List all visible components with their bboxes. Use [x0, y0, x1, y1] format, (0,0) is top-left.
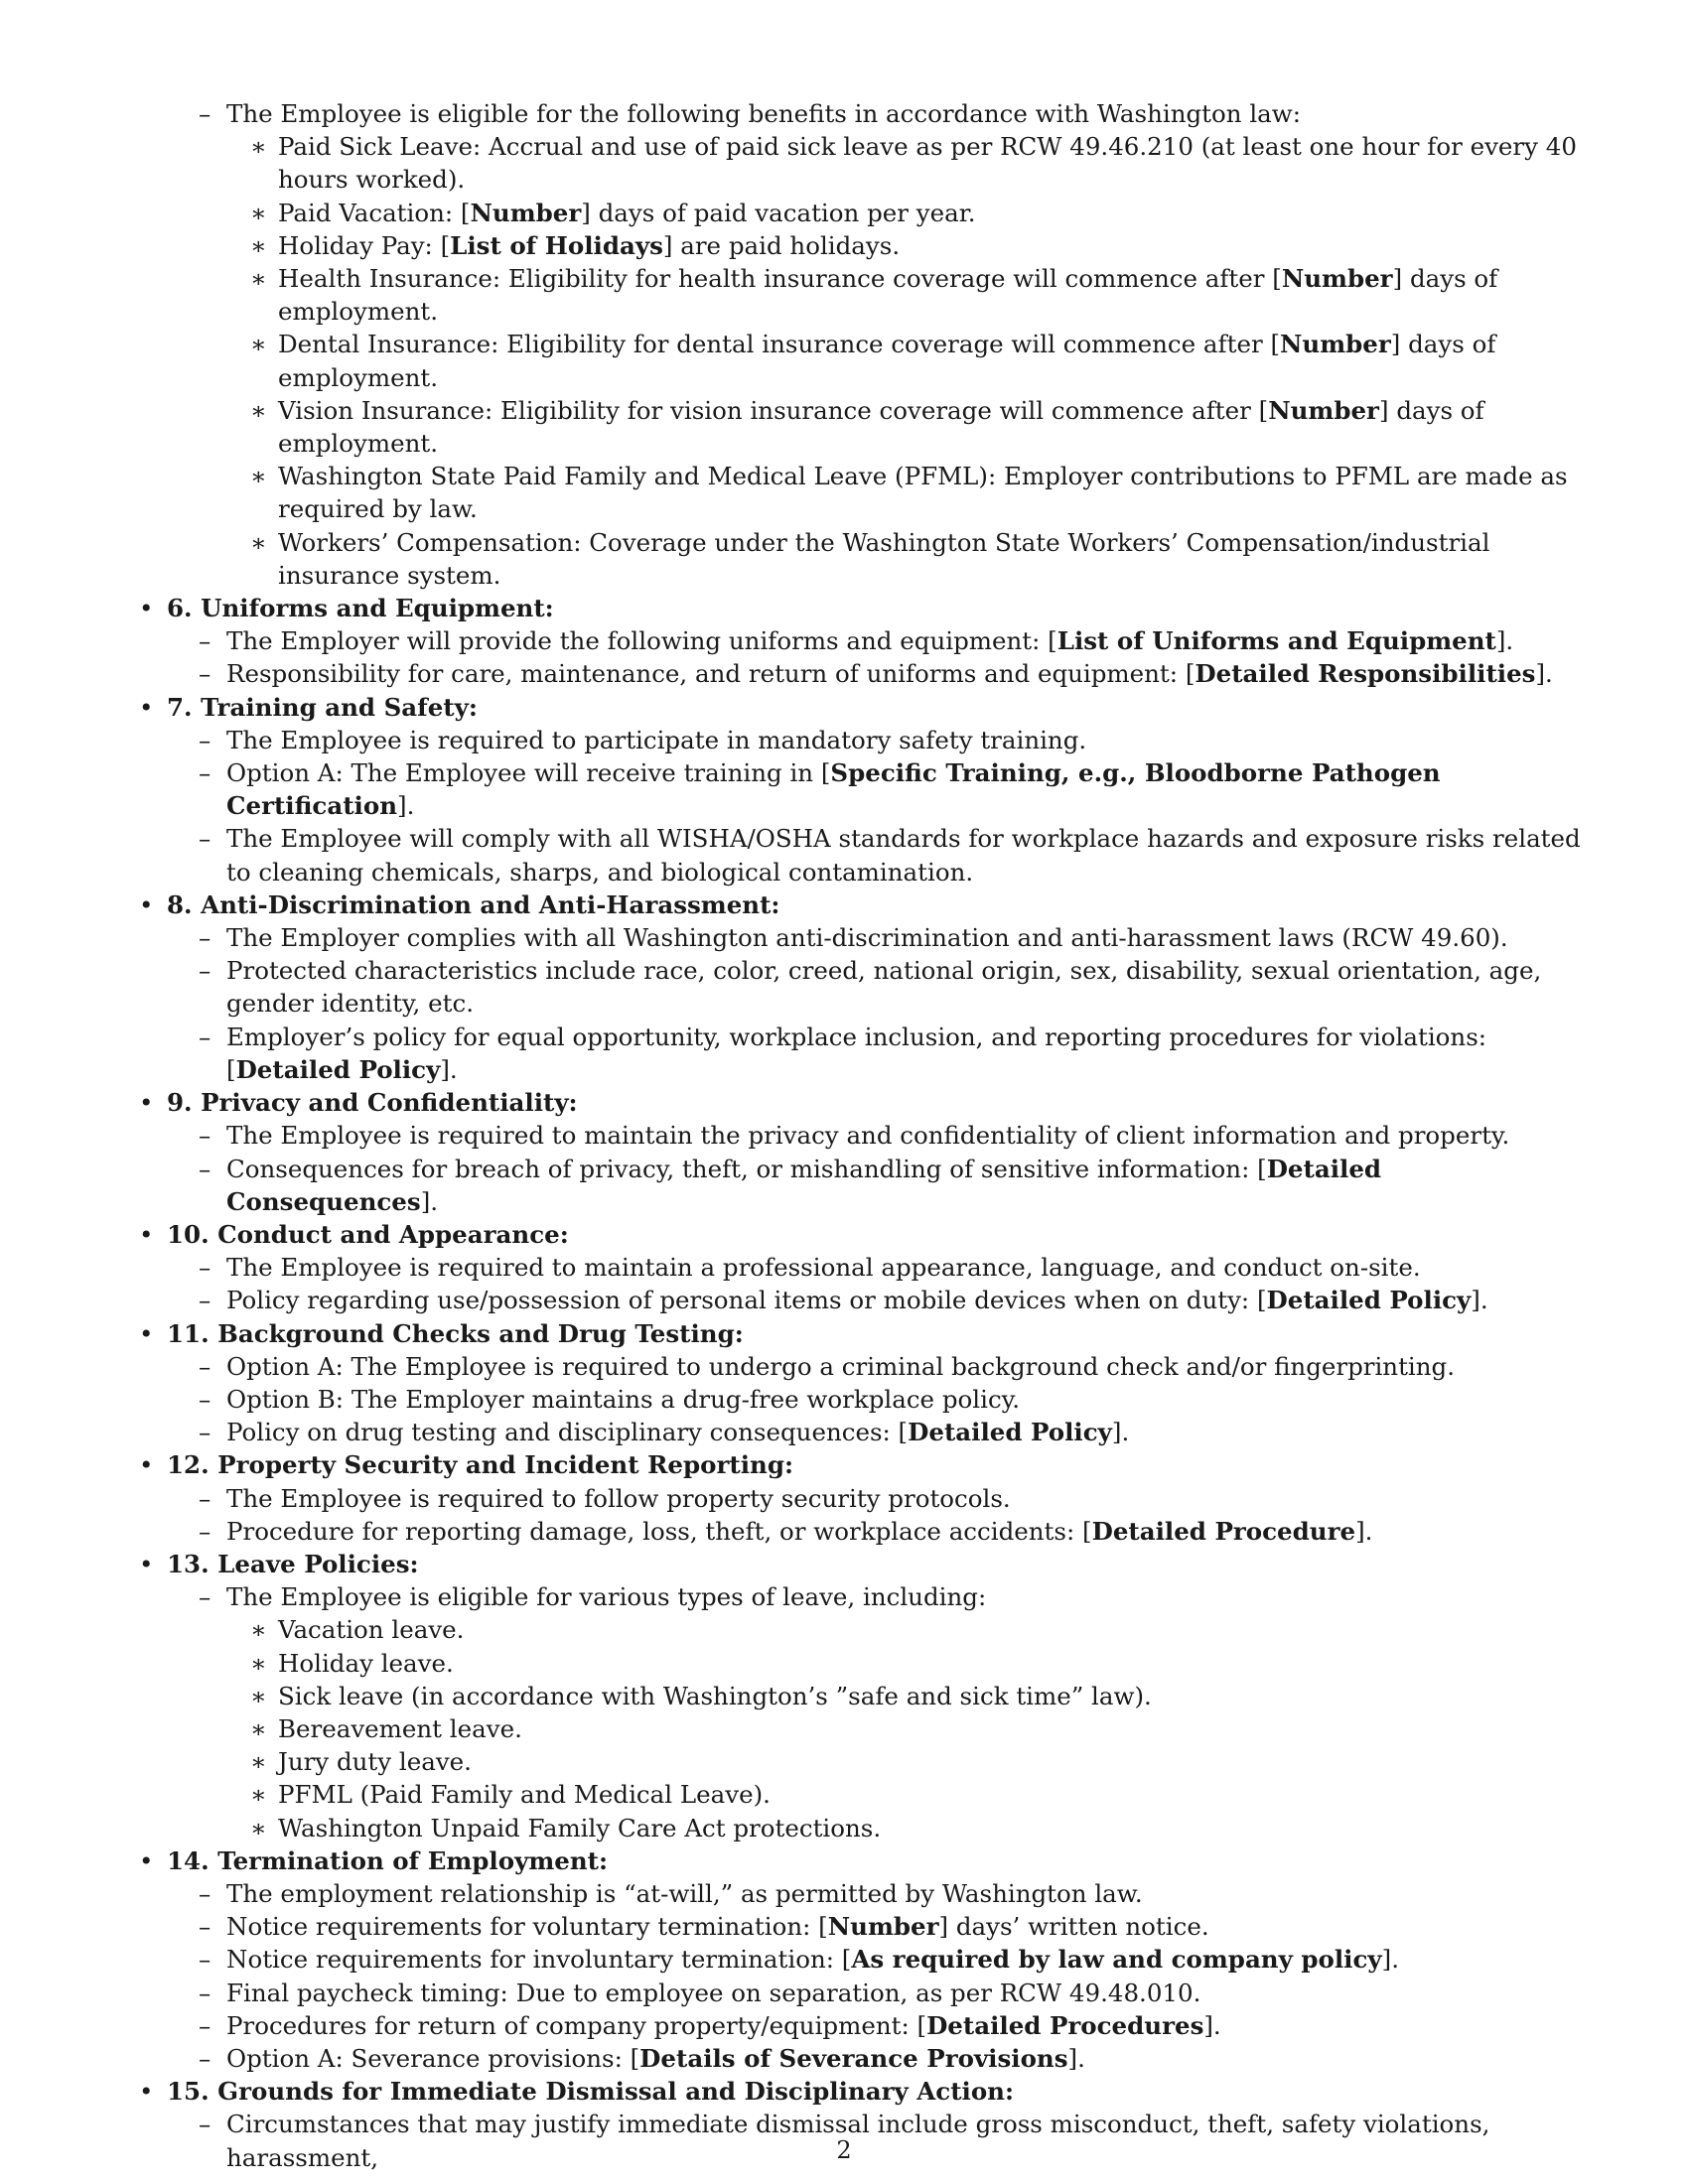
- dash-marker: –: [199, 1582, 211, 1612]
- section-item-text: [226, 1418, 1129, 1446]
- section-item: [139, 1977, 1589, 2009]
- dash-marker: –: [199, 1121, 211, 1151]
- text-run: ].: [1203, 2010, 1221, 2040]
- dash-marker: –: [199, 1384, 211, 1414]
- section-item: [139, 1383, 1589, 1416]
- asterisk-marker: ∗: [250, 1780, 267, 1810]
- bullet-marker: •: [139, 1549, 154, 1578]
- section-item-text: [226, 1352, 1455, 1381]
- benefit-item: [139, 130, 1589, 196]
- text-run: The Employee is eligible for various types of leave, including:: [226, 1582, 987, 1612]
- asterisk-marker: ∗: [250, 1747, 267, 1777]
- section: [139, 592, 1589, 691]
- benefits-list: [139, 130, 1589, 592]
- text-run: The Employee is required to maintain the privacy and confidentiality of client information and property.: [226, 1121, 1510, 1151]
- section-item: [139, 1350, 1589, 1383]
- text-run: Circumstances that may justify immediate dismissal include gross misconduct, theft, safety violations, harassment,: [226, 2110, 1490, 2172]
- text-run: Option A: The Employee will receive training in [: [226, 758, 831, 788]
- placeholder-field: Number: [1281, 264, 1393, 294]
- section-title: 11. Background Checks and Drug Testing:: [167, 1318, 744, 1348]
- text-run: ] days’ written notice.: [938, 1912, 1209, 1942]
- section-item: [139, 1515, 1589, 1548]
- benefit-item: [139, 229, 1589, 262]
- placeholder-field: Details of Severance Provisions: [639, 2043, 1068, 2073]
- placeholder-field: Number: [827, 1912, 939, 1942]
- placeholder-field: Detailed Procedures: [926, 2010, 1204, 2040]
- dash-marker: –: [199, 1978, 211, 2007]
- section-item-text: [226, 1517, 1372, 1546]
- text-run: Procedure for reporting damage, loss, theft, or workplace accidents: [: [226, 1516, 1092, 1546]
- leave-type-item: [139, 1647, 1589, 1680]
- asterisk-marker: ∗: [250, 395, 267, 425]
- section-item: [139, 624, 1589, 657]
- section-item-text: [226, 659, 1553, 688]
- leave-type-text: PFML (Paid Family and Medical Leave).: [278, 1780, 771, 1810]
- bullet-marker: •: [139, 1450, 154, 1480]
- section-item-text: [226, 626, 1513, 655]
- benefit-text: [278, 132, 1577, 194]
- dash-marker: –: [199, 2010, 211, 2040]
- section-item: [139, 921, 1589, 954]
- dash-marker: –: [199, 1516, 211, 1546]
- section: [139, 1218, 1589, 1317]
- section-title: 14. Termination of Employment:: [167, 1845, 609, 1875]
- text-run: Responsibility for care, maintenance, and return of uniforms and equipment: [: [226, 659, 1196, 689]
- dash-marker: –: [199, 758, 211, 788]
- text-run: Employer’s policy for equal opportunity, workplace inclusion, and reporting procedures for violations: [: [226, 1022, 1487, 1084]
- text-run: The Employee is required to participate in mandatory safety training.: [226, 725, 1087, 754]
- text-run: ] are paid holidays.: [662, 230, 901, 260]
- benefit-text: [278, 199, 976, 227]
- section-item-text: [226, 1121, 1509, 1150]
- text-run: Option A: The Employee is required to undergo a criminal background check and/or fingerprinting.: [226, 1351, 1456, 1381]
- bullet-marker: •: [139, 1219, 154, 1249]
- section-item: [139, 1943, 1589, 1976]
- text-run: ].: [1535, 659, 1553, 689]
- dash-marker: –: [199, 1945, 211, 1975]
- bullet-marker: •: [139, 1845, 154, 1875]
- section-item: [139, 1119, 1589, 1152]
- section-item-text: [226, 2044, 1085, 2073]
- section-item: [139, 657, 1589, 690]
- placeholder-field: List of Holidays: [450, 230, 663, 260]
- section-item: [139, 822, 1589, 887]
- section-item-text: [226, 1979, 1200, 2007]
- text-run: Notice requirements for voluntary termination: [: [226, 1912, 828, 1942]
- benefits-intro-text: The Employee is eligible for the following benefits in accordance with Washington law:: [226, 99, 1301, 128]
- section-title: 15. Grounds for Immediate Dismissal and Disciplinary Action:: [167, 2077, 1015, 2107]
- leave-type-item: [139, 1812, 1589, 1844]
- section-title: 7. Training and Safety:: [167, 692, 478, 722]
- dash-marker: –: [199, 2043, 211, 2073]
- section-item-text: [226, 726, 1086, 754]
- leave-type-text: Holiday leave.: [278, 1648, 454, 1678]
- text-run: The Employee will comply with all WISHA/OSHA standards for workplace hazards and exposure risks related to cleaning chemicals, sharps, and biological contamination.: [226, 824, 1581, 887]
- text-run: ].: [1111, 1418, 1130, 1447]
- section: [139, 1548, 1589, 1844]
- dash-marker: –: [199, 2110, 211, 2139]
- dash-marker: –: [199, 626, 211, 656]
- text-run: Notice requirements for involuntary termination: [: [226, 1945, 852, 1975]
- text-run: The Employee is required to maintain a professional appearance, language, and conduct on-site.: [226, 1253, 1421, 1283]
- section-title: 13. Leave Policies:: [167, 1549, 419, 1578]
- section-item-text: [226, 2011, 1221, 2040]
- dash-marker: –: [199, 1878, 211, 1908]
- leave-type-item: [139, 1613, 1589, 1646]
- text-run: Option A: Severance provisions: [: [226, 2043, 640, 2073]
- text-run: ].: [1067, 2043, 1085, 2073]
- placeholder-field: Detailed Policy: [1266, 1286, 1472, 1315]
- placeholder-field: Specific Training, e.g., Bloodborne Pathogen Certification: [226, 758, 1441, 821]
- benefit-text: [278, 264, 1497, 326]
- bullet-marker: •: [139, 692, 154, 722]
- bullet-marker: •: [139, 889, 154, 919]
- section: [139, 691, 1589, 888]
- section-title: 12. Property Security and Incident Reporting:: [167, 1450, 794, 1480]
- section-item: [139, 2042, 1589, 2075]
- dash-marker: –: [199, 1483, 211, 1513]
- section: [139, 1086, 1589, 1218]
- section: [139, 1448, 1589, 1548]
- asterisk-marker: ∗: [250, 132, 267, 162]
- text-run: The employment relationship is “at-will,” as permitted by Washington law.: [226, 1878, 1143, 1908]
- section-item-text: [226, 1912, 1209, 1941]
- text-run: Vision Insurance: Eligibility for vision insurance coverage will commence after [: [278, 395, 1269, 425]
- section-item-text: [226, 1879, 1143, 1908]
- text-run: Procedures for return of company property/equipment: [: [226, 2010, 927, 2040]
- section-item-text: [226, 1385, 1020, 1414]
- text-run: ].: [1495, 626, 1514, 656]
- dash-marker: –: [199, 1286, 211, 1315]
- leave-type-item: [139, 1712, 1589, 1745]
- text-run: Holiday Pay: [: [278, 230, 451, 260]
- section-title: 10. Conduct and Appearance:: [167, 1219, 569, 1249]
- text-run: Protected characteristics include race, color, creed, national origin, sex, disability, sexual orientation, age, gender identity, etc.: [226, 956, 1542, 1019]
- section-title: 8. Anti-Discrimination and Anti-Harassment:: [167, 889, 780, 919]
- dash-marker: –: [199, 824, 211, 854]
- asterisk-marker: ∗: [250, 1813, 267, 1843]
- text-run: Consequences for breach of privacy, theft, or mishandling of sensitive information: [: [226, 1154, 1267, 1183]
- asterisk-marker: ∗: [250, 1681, 267, 1710]
- text-run: Health Insurance: Eligibility for health insurance coverage will commence after [: [278, 264, 1282, 294]
- benefits-intro-item: [139, 97, 1589, 130]
- benefit-item: [139, 526, 1589, 592]
- section-item-text: [226, 824, 1581, 886]
- section-item-text: [226, 1582, 986, 1611]
- asterisk-marker: ∗: [250, 330, 267, 359]
- benefit-text: [278, 330, 1495, 391]
- text-run: ].: [440, 1054, 458, 1084]
- text-run: Option B: The Employer maintains a drug-free workplace policy.: [226, 1384, 1021, 1414]
- dash-marker: –: [199, 956, 211, 986]
- text-run: Policy regarding use/possession of personal items or mobile devices when on duty: [: [226, 1286, 1267, 1315]
- document-body: [139, 97, 1589, 2174]
- bullet-marker: •: [139, 2077, 154, 2107]
- section-item: [139, 1877, 1589, 1910]
- text-run: ].: [1355, 1516, 1373, 1546]
- asterisk-marker: ∗: [250, 1648, 267, 1678]
- placeholder-field: Number: [1268, 395, 1379, 425]
- dash-marker: –: [199, 725, 211, 754]
- section-item-text: [226, 923, 1508, 952]
- dash-marker: –: [199, 99, 211, 128]
- text-run: The Employee is required to follow property security protocols.: [226, 1483, 1011, 1513]
- benefit-item: [139, 328, 1589, 393]
- dash-marker: –: [199, 923, 211, 953]
- leave-type-text: Bereavement leave.: [278, 1713, 522, 1743]
- asterisk-marker: ∗: [250, 1713, 267, 1743]
- benefit-text: [278, 462, 1568, 523]
- benefit-text: [278, 231, 900, 260]
- leave-type-item: [139, 1680, 1589, 1712]
- leave-type-item: [139, 1745, 1589, 1778]
- placeholder-field: Number: [1280, 330, 1391, 359]
- benefit-text: [278, 396, 1484, 458]
- bullet-marker: •: [139, 594, 154, 623]
- placeholder-field: As required by law and company policy: [851, 1945, 1382, 1975]
- dash-marker: –: [199, 1351, 211, 1381]
- section-item-text: [226, 956, 1541, 1018]
- section-item-text: [226, 1945, 1399, 1974]
- leave-type-item: [139, 1778, 1589, 1811]
- section-item-text: [226, 1023, 1486, 1084]
- benefit-item: [139, 197, 1589, 229]
- section-item-text: [226, 1484, 1011, 1513]
- dash-marker: –: [199, 659, 211, 689]
- leave-type-text: Vacation leave.: [278, 1615, 465, 1645]
- placeholder-field: Detailed Consequences: [226, 1154, 1382, 1216]
- placeholder-field: Number: [470, 198, 582, 227]
- benefit-item: [139, 394, 1589, 460]
- section-item: [139, 1021, 1589, 1086]
- section-item: [139, 724, 1589, 756]
- section-item: [139, 954, 1589, 1020]
- section-item: [139, 1910, 1589, 1943]
- sections-list: [139, 592, 1589, 2174]
- text-run: ].: [1471, 1286, 1488, 1315]
- section-item: [139, 1153, 1589, 1218]
- page-number: 2: [836, 2136, 852, 2164]
- benefit-item: [139, 262, 1589, 328]
- text-run: Paid Sick Leave: Accrual and use of paid sick leave as per RCW 49.46.210 (at least one hour for every 40 hours worked).: [278, 132, 1577, 195]
- text-run: Washington State Paid Family and Medical Leave (PFML): Employer contributions to PFML are made as required by law.: [278, 462, 1568, 524]
- section-title: 9. Privacy and Confidentiality:: [167, 1088, 578, 1118]
- section: [139, 888, 1589, 1086]
- section-item-text: [226, 1253, 1421, 1282]
- benefit-item: [139, 460, 1589, 525]
- bullet-marker: •: [139, 1088, 154, 1118]
- asterisk-marker: ∗: [250, 264, 267, 294]
- text-run: The Employer complies with all Washington anti-discrimination and anti-harassment laws (RCW 49.60).: [226, 923, 1508, 953]
- placeholder-field: List of Uniforms and Equipment: [1056, 626, 1496, 656]
- section: [139, 1317, 1589, 1449]
- text-run: Dental Insurance: Eligibility for dental insurance coverage will commence after [: [278, 330, 1280, 359]
- section-item: [139, 756, 1589, 822]
- text-run: Final paycheck timing: Due to employee on separation, as per RCW 49.48.010.: [226, 1978, 1201, 2007]
- placeholder-field: Detailed Policy: [235, 1054, 441, 1084]
- section-item: [139, 1251, 1589, 1284]
- section-title: 6. Uniforms and Equipment:: [167, 594, 554, 623]
- text-run: ] days of paid vacation per year.: [581, 198, 976, 227]
- section-item: [139, 2009, 1589, 2042]
- bullet-marker: •: [139, 1318, 154, 1348]
- leave-type-text: Washington Unpaid Family Care Act protections.: [278, 1813, 882, 1843]
- text-run: Policy on drug testing and disciplinary consequences: [: [226, 1418, 909, 1447]
- text-run: The Employer will provide the following uniforms and equipment: [: [226, 626, 1057, 656]
- section-item-text: [226, 1155, 1381, 1216]
- text-run: ].: [420, 1186, 439, 1216]
- section-item: [139, 1580, 1589, 1613]
- text-run: ] days of employment.: [278, 330, 1496, 392]
- placeholder-field: Detailed Policy: [908, 1418, 1112, 1447]
- text-run: ].: [397, 791, 415, 821]
- dash-marker: –: [199, 1022, 211, 1051]
- asterisk-marker: ∗: [250, 462, 267, 491]
- section-item: [139, 1284, 1589, 1316]
- placeholder-field: Detailed Responsibilities: [1195, 659, 1536, 689]
- dash-marker: –: [199, 1253, 211, 1283]
- placeholder-field: Detailed Procedure: [1091, 1516, 1356, 1546]
- dash-marker: –: [199, 1418, 211, 1447]
- text-run: Workers’ Compensation: Coverage under the Washington State Workers’ Compensation/industrial insurance system.: [278, 527, 1490, 590]
- dash-marker: –: [199, 1154, 211, 1183]
- section-item-text: [226, 758, 1441, 820]
- text-run: ].: [1381, 1945, 1399, 1975]
- asterisk-marker: ∗: [250, 527, 267, 557]
- dash-marker: –: [199, 1912, 211, 1942]
- section-item-text: [226, 1286, 1488, 1314]
- text-run: Paid Vacation: [: [278, 198, 471, 227]
- section: [139, 1844, 1589, 2075]
- section-item: [139, 1482, 1589, 1515]
- text-run: ] days of employment.: [278, 395, 1484, 459]
- section-item: [139, 1416, 1589, 1448]
- benefit-text: [278, 528, 1489, 590]
- leave-type-text: Jury duty leave.: [278, 1747, 472, 1777]
- asterisk-marker: ∗: [250, 1615, 267, 1645]
- asterisk-marker: ∗: [250, 198, 267, 227]
- text-run: ] days of employment.: [278, 264, 1498, 327]
- leave-type-text: Sick leave (in accordance with Washington’s ”safe and sick time” law).: [278, 1681, 1152, 1710]
- asterisk-marker: ∗: [250, 230, 267, 260]
